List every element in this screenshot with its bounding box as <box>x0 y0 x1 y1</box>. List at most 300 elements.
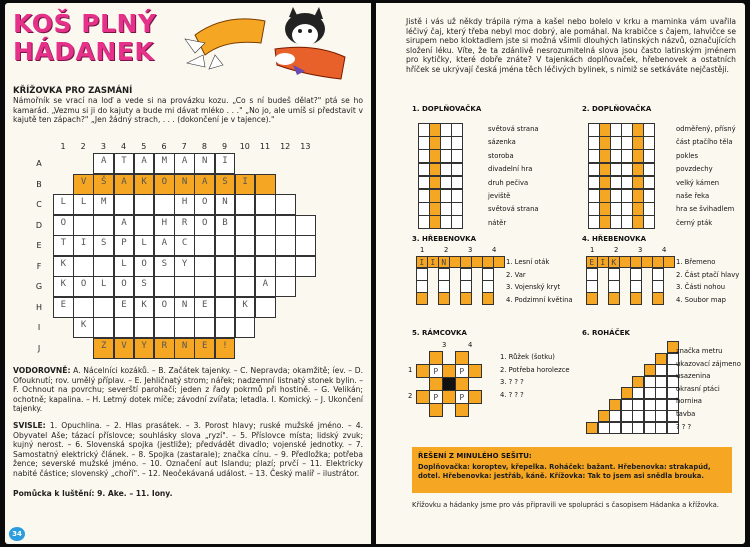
section-6-title: 6. ROHÁČEK <box>582 329 630 337</box>
s2-cell[interactable] <box>599 136 611 150</box>
crossword-cell[interactable]: S <box>134 276 155 297</box>
s4-tooth-cell[interactable] <box>630 280 642 293</box>
crossword-cell[interactable]: O <box>53 215 74 236</box>
solution-text: Doplňovačka: koroptev, křepelka. Roháček: bažant. Hřebenovka: strakapúd, dotel. Hřebenovka: jestřáb, káně. Křížovka: Tak to jsem asi snědla brouka. <box>418 463 711 480</box>
s2-cell[interactable] <box>632 149 644 163</box>
crossword-cell[interactable]: R <box>174 215 195 236</box>
s2-cell[interactable] <box>643 149 655 163</box>
s4-top-cell[interactable] <box>619 256 631 268</box>
crossword-cell[interactable]: A <box>154 235 175 256</box>
crossword-cell[interactable] <box>194 276 215 297</box>
s2-cell[interactable] <box>643 202 655 216</box>
crossword-cell[interactable] <box>194 256 215 277</box>
s1-cell[interactable] <box>451 149 463 163</box>
s2-cell[interactable] <box>599 189 611 203</box>
row-letter: J <box>37 343 41 353</box>
s2-cell[interactable] <box>599 202 611 216</box>
s2-cell[interactable] <box>643 215 655 229</box>
s1-cell[interactable] <box>451 189 463 203</box>
crossword-cell[interactable]: N <box>194 153 215 174</box>
crossword-cell[interactable] <box>93 317 114 338</box>
s3-top-cell[interactable] <box>493 256 505 268</box>
s6-cell[interactable] <box>609 422 621 434</box>
crossword-cell[interactable]: L <box>53 194 74 215</box>
s6-cell[interactable] <box>632 376 644 388</box>
crossword-cell[interactable]: L <box>114 256 135 277</box>
clues-vertical <box>13 421 363 479</box>
s2-cell[interactable] <box>632 123 644 137</box>
crossword-cell[interactable]: O <box>194 194 215 215</box>
s2-cell[interactable] <box>632 202 644 216</box>
s5-cell[interactable]: P <box>455 390 469 404</box>
crossword-cell[interactable]: E <box>53 297 74 318</box>
s3-tooth-cell[interactable] <box>482 280 494 293</box>
crossword-cell[interactable] <box>154 194 175 215</box>
s3-tooth-cell[interactable] <box>416 268 428 281</box>
s2-cell[interactable] <box>621 189 633 203</box>
s1-cell[interactable] <box>440 202 452 216</box>
s4-tooth-cell[interactable] <box>652 280 664 293</box>
crossword-cell[interactable]: H <box>154 215 175 236</box>
s2-cell[interactable] <box>610 189 622 203</box>
s4-top-cell[interactable]: I <box>597 256 609 268</box>
s2-cell[interactable] <box>599 176 611 190</box>
crossword-cell[interactable] <box>255 256 276 277</box>
crossword-cell[interactable] <box>275 215 296 236</box>
s3-tooth-cell[interactable] <box>482 292 494 305</box>
s2-cell[interactable] <box>621 136 633 150</box>
s1-cell[interactable] <box>451 176 463 190</box>
s5-number: 4 <box>468 341 473 349</box>
s5-cell[interactable] <box>455 403 469 417</box>
s5-cell[interactable] <box>429 351 443 365</box>
crossword-cell[interactable]: A <box>194 174 215 195</box>
s5-cell[interactable] <box>416 390 430 404</box>
s2-cell[interactable] <box>621 176 633 190</box>
s5-cell[interactable] <box>442 364 456 378</box>
crossword-cell[interactable]: E <box>194 297 215 318</box>
crossword-cell[interactable]: K <box>73 317 94 338</box>
s2-cell[interactable] <box>599 149 611 163</box>
row-letter: C <box>36 200 42 209</box>
s6-cell[interactable] <box>609 399 621 411</box>
s5-clue: 2. Potřeba horolezce <box>500 365 570 374</box>
s1-cell[interactable] <box>451 163 463 177</box>
crossword-cell[interactable] <box>255 235 276 256</box>
s6-cell[interactable] <box>644 376 656 388</box>
crossword-cell[interactable] <box>235 194 256 215</box>
crossword-cell[interactable]: L <box>73 194 94 215</box>
section-2-title: 2. DOPLŇOVAČKA <box>582 105 652 113</box>
crossword-cell[interactable]: K <box>134 174 155 195</box>
crossword-cell[interactable] <box>255 297 276 318</box>
s3-top-cell[interactable] <box>471 256 483 268</box>
row-letter: D <box>35 220 43 230</box>
crossword-cell[interactable]: ! <box>215 338 236 359</box>
crossword-cell[interactable]: B <box>215 215 236 236</box>
crossword-cell[interactable] <box>93 215 114 236</box>
crossword-cell[interactable]: N <box>174 297 195 318</box>
s2-cell[interactable] <box>643 176 655 190</box>
crossword-cell[interactable]: S <box>215 174 236 195</box>
crossword-cell[interactable]: V <box>114 338 135 359</box>
s6-cell[interactable] <box>621 399 633 411</box>
s2-cell[interactable] <box>610 176 622 190</box>
s1-cell[interactable] <box>440 149 452 163</box>
crossword-cell[interactable] <box>275 276 296 297</box>
s4-clue: 1. Břemeno <box>676 258 716 266</box>
s3-clue: 2. Var <box>506 270 526 279</box>
s3-tooth-cell[interactable] <box>460 292 472 305</box>
crossword-cell[interactable] <box>154 276 175 297</box>
crossword-cell[interactable]: I <box>215 153 236 174</box>
crossword-cell[interactable]: O <box>114 276 135 297</box>
s5-cell[interactable]: P <box>429 364 443 378</box>
s5-clue: 4. ? ? ? <box>500 390 524 399</box>
s5-cell[interactable] <box>442 390 456 404</box>
s2-cell[interactable] <box>588 149 600 163</box>
s4-top-cell[interactable] <box>641 256 653 268</box>
crossword-cell[interactable] <box>73 256 94 277</box>
s4-top-cell[interactable] <box>630 256 642 268</box>
s6-cell[interactable] <box>655 387 667 399</box>
crossword-cell[interactable]: Y <box>174 256 195 277</box>
s6-cell[interactable] <box>598 410 610 422</box>
crossword-cell[interactable] <box>114 317 135 338</box>
crossword-cell[interactable]: I <box>235 174 256 195</box>
crossword-cell[interactable]: M <box>154 153 175 174</box>
s2-cell[interactable] <box>643 163 655 177</box>
s4-tooth-cell[interactable] <box>608 268 620 281</box>
s6-cell[interactable] <box>644 387 656 399</box>
s1-cell[interactable] <box>418 176 430 190</box>
s2-clue: odměřený, přísný <box>676 125 736 133</box>
crossword-cell[interactable]: A <box>255 276 276 297</box>
s1-cell[interactable] <box>418 136 430 150</box>
s6-clue: horniна <box>676 397 702 406</box>
crossword-cell[interactable] <box>114 194 135 215</box>
s4-tooth-cell[interactable] <box>586 292 598 305</box>
s2-clue: povzdechy <box>676 165 713 174</box>
crossword-cell[interactable] <box>215 317 236 338</box>
s1-cell[interactable] <box>418 163 430 177</box>
s6-cell[interactable] <box>632 422 644 434</box>
s6-cell[interactable] <box>655 364 667 376</box>
s4-tooth-cell[interactable] <box>608 280 620 293</box>
s3-top-cell[interactable] <box>482 256 494 268</box>
s2-cell[interactable] <box>599 215 611 229</box>
s1-cell[interactable] <box>429 123 441 137</box>
s2-cell[interactable] <box>643 189 655 203</box>
s1-cell[interactable] <box>429 136 441 150</box>
s2-cell[interactable] <box>610 202 622 216</box>
crossword-cell[interactable] <box>215 235 236 256</box>
crossword-cell[interactable]: T <box>53 235 74 256</box>
crossword-cell[interactable] <box>154 317 175 338</box>
s6-cell[interactable] <box>609 410 621 422</box>
crossword-cell[interactable]: Y <box>134 338 155 359</box>
s2-cell[interactable] <box>588 202 600 216</box>
crossword-cell[interactable]: K <box>53 256 74 277</box>
s2-clue: naše řeka <box>676 192 710 200</box>
s3-tooth-cell[interactable] <box>416 292 428 305</box>
s6-cell[interactable] <box>621 422 633 434</box>
s4-tooth-cell[interactable] <box>630 268 642 281</box>
s1-cell[interactable] <box>429 149 441 163</box>
s2-cell[interactable] <box>588 215 600 229</box>
s4-number: 2 <box>614 246 619 254</box>
s1-clue: nátěr <box>488 218 507 227</box>
s3-top-cell[interactable] <box>460 256 472 268</box>
s1-cell[interactable] <box>429 215 441 229</box>
s1-cell[interactable] <box>451 202 463 216</box>
s3-tooth-cell[interactable] <box>416 280 428 293</box>
s1-cell[interactable] <box>440 189 452 203</box>
s6-cell[interactable] <box>586 422 598 434</box>
s2-cell[interactable] <box>588 123 600 137</box>
s3-tooth-cell[interactable] <box>482 268 494 281</box>
s1-cell[interactable] <box>451 136 463 150</box>
s6-cell[interactable] <box>655 410 667 422</box>
s6-cell[interactable] <box>621 387 633 399</box>
s2-cell[interactable] <box>599 163 611 177</box>
crossword-cell[interactable]: K <box>235 297 256 318</box>
crossword-cell[interactable] <box>174 276 195 297</box>
crossword-cell[interactable]: K <box>53 276 74 297</box>
s4-tooth-cell[interactable] <box>586 268 598 281</box>
crossword-cell[interactable]: O <box>194 215 215 236</box>
s2-cell[interactable] <box>632 215 644 229</box>
s1-cell[interactable] <box>440 123 452 137</box>
s6-cell[interactable] <box>655 353 667 365</box>
s4-clue: 3. Části nohou <box>676 283 726 291</box>
s1-cell[interactable] <box>440 215 452 229</box>
crossword-cell[interactable]: A <box>114 174 135 195</box>
right-page <box>376 3 745 544</box>
s2-cell[interactable] <box>610 149 622 163</box>
crossword-cell[interactable]: E <box>114 297 135 318</box>
s6-cell[interactable] <box>655 422 667 434</box>
s2-cell[interactable] <box>643 136 655 150</box>
s3-top-cell[interactable] <box>449 256 461 268</box>
s6-cell[interactable] <box>632 399 644 411</box>
s2-cell[interactable] <box>621 149 633 163</box>
row-letter: H <box>35 302 42 312</box>
s1-cell[interactable] <box>418 215 430 229</box>
s1-cell[interactable] <box>440 176 452 190</box>
s3-top-cell[interactable]: I <box>416 256 428 268</box>
s2-cell[interactable] <box>588 176 600 190</box>
crossword-cell[interactable] <box>93 297 114 318</box>
s2-cell[interactable] <box>621 202 633 216</box>
s1-cell[interactable] <box>440 163 452 177</box>
crossword-cell[interactable]: S <box>93 235 114 256</box>
s2-cell[interactable] <box>610 123 622 137</box>
s2-cell[interactable] <box>621 123 633 137</box>
s4-tooth-cell[interactable] <box>652 268 664 281</box>
s2-cell[interactable] <box>632 176 644 190</box>
s6-cell[interactable] <box>632 410 644 422</box>
s1-cell[interactable] <box>429 163 441 177</box>
s2-cell[interactable] <box>588 163 600 177</box>
crossword-cell[interactable] <box>275 194 296 215</box>
crossword-cell[interactable]: M <box>93 194 114 215</box>
s1-cell[interactable] <box>418 202 430 216</box>
s1-cell[interactable] <box>418 123 430 137</box>
crossword-cell[interactable]: T <box>114 153 135 174</box>
crossword-cell[interactable] <box>235 256 256 277</box>
s6-cell[interactable] <box>655 376 667 388</box>
crossword-cell[interactable]: A <box>114 215 135 236</box>
s2-clue: pokles <box>676 151 699 160</box>
s6-cell[interactable] <box>644 410 656 422</box>
s3-tooth-cell[interactable] <box>460 268 472 281</box>
s6-cell[interactable] <box>644 399 656 411</box>
crossword-cell[interactable] <box>255 215 276 236</box>
s2-cell[interactable] <box>632 136 644 150</box>
crossword-cell[interactable] <box>73 215 94 236</box>
column-number: 7 <box>181 142 187 151</box>
s3-top-cell[interactable]: N <box>438 256 450 268</box>
crossword-cell[interactable]: K <box>134 297 155 318</box>
crossword-cell[interactable]: P <box>114 235 135 256</box>
s2-cell[interactable] <box>621 215 633 229</box>
s2-cell[interactable] <box>610 136 622 150</box>
crossword-cell[interactable] <box>215 297 236 318</box>
crossword-cell[interactable]: O <box>154 174 175 195</box>
s1-cell[interactable] <box>429 202 441 216</box>
s3-tooth-cell[interactable] <box>438 280 450 293</box>
crossword-cell[interactable] <box>194 317 215 338</box>
s6-cell[interactable] <box>655 399 667 411</box>
s2-cell[interactable] <box>588 189 600 203</box>
crossword-cell[interactable] <box>134 215 155 236</box>
s1-cell[interactable] <box>451 215 463 229</box>
crossword-cell[interactable] <box>295 256 316 277</box>
crossword-cell[interactable] <box>215 276 236 297</box>
crossword-cell[interactable] <box>255 194 276 215</box>
crossword-cell[interactable]: S <box>154 256 175 277</box>
crossword-cell[interactable] <box>174 317 195 338</box>
s1-clue: storoba <box>488 151 514 160</box>
s3-tooth-cell[interactable] <box>460 280 472 293</box>
s5-cell[interactable] <box>429 377 443 391</box>
s2-cell[interactable] <box>632 163 644 177</box>
crossword-cell[interactable] <box>93 256 114 277</box>
s4-tooth-cell[interactable] <box>608 292 620 305</box>
s4-top-cell[interactable] <box>663 256 675 268</box>
crossword-cell[interactable]: N <box>174 174 195 195</box>
s5-cell[interactable]: P <box>455 364 469 378</box>
crossword-cell[interactable] <box>295 215 316 236</box>
s2-cell[interactable] <box>643 123 655 137</box>
crossword-cell[interactable] <box>194 235 215 256</box>
s4-clue: 4. Soubor map <box>676 295 726 304</box>
crossword-cell[interactable]: R <box>154 338 175 359</box>
s6-cell[interactable] <box>621 410 633 422</box>
s3-clue: 3. Vojenský kryt <box>506 283 561 291</box>
crossword-cell[interactable]: A <box>174 153 195 174</box>
s6-cell[interactable] <box>598 422 610 434</box>
crossword-cell[interactable]: L <box>93 276 114 297</box>
crossword-cell[interactable] <box>235 215 256 236</box>
section-4-title: 4. HŘEBENOVKA <box>582 235 646 243</box>
s2-cell[interactable] <box>610 163 622 177</box>
s5-cell[interactable] <box>468 364 482 378</box>
s3-tooth-cell[interactable] <box>438 292 450 305</box>
s5-cell[interactable] <box>455 377 469 391</box>
crossword-cell[interactable]: I <box>73 235 94 256</box>
s1-cell[interactable] <box>440 136 452 150</box>
crossword-cell[interactable]: N <box>174 338 195 359</box>
s1-cell[interactable] <box>418 189 430 203</box>
crossword-cell[interactable] <box>73 297 94 318</box>
crossword-cell[interactable]: O <box>154 297 175 318</box>
crossword-cell[interactable]: C <box>174 235 195 256</box>
crossword-cell[interactable] <box>255 174 276 195</box>
s4-tooth-cell[interactable] <box>586 280 598 293</box>
crossword-cell[interactable]: E <box>194 338 215 359</box>
s4-tooth-cell[interactable] <box>630 292 642 305</box>
s6-cell[interactable] <box>644 364 656 376</box>
crossword-cell[interactable]: O <box>73 276 94 297</box>
s3-tooth-cell[interactable] <box>438 268 450 281</box>
crossword-cell[interactable] <box>235 235 256 256</box>
s3-top-cell[interactable]: I <box>427 256 439 268</box>
crossword-cell[interactable]: A <box>134 153 155 174</box>
s5-center-cell[interactable] <box>442 377 456 391</box>
s6-cell[interactable] <box>644 422 656 434</box>
crossword-cell[interactable]: O <box>134 256 155 277</box>
s2-cell[interactable] <box>599 123 611 137</box>
s6-cell[interactable] <box>632 387 644 399</box>
crossword-cell[interactable] <box>275 256 296 277</box>
crossword-cell[interactable]: N <box>215 194 236 215</box>
s1-cell[interactable] <box>429 189 441 203</box>
s1-cell[interactable] <box>451 123 463 137</box>
s4-top-cell[interactable] <box>652 256 664 268</box>
s5-cell[interactable]: P <box>429 390 443 404</box>
crossword-cell[interactable]: H <box>174 194 195 215</box>
s5-cell[interactable] <box>429 403 443 417</box>
crossword-cell[interactable] <box>275 235 296 256</box>
s4-tooth-cell[interactable] <box>652 292 664 305</box>
s5-cell[interactable] <box>416 364 430 378</box>
crossword-cell[interactable]: V <box>73 174 94 195</box>
s1-cell[interactable] <box>429 176 441 190</box>
crossword-cell[interactable] <box>134 194 155 215</box>
s2-cell[interactable] <box>632 189 644 203</box>
s4-top-cell[interactable]: E <box>586 256 598 268</box>
s4-top-cell[interactable]: K <box>608 256 620 268</box>
crossword-cell[interactable]: L <box>134 235 155 256</box>
crossword-cell[interactable]: Z <box>93 338 114 359</box>
s5-cell[interactable] <box>468 390 482 404</box>
crossword-cell[interactable] <box>235 276 256 297</box>
crossword-cell[interactable]: A <box>93 153 114 174</box>
crossword-cell[interactable] <box>134 317 155 338</box>
crossword-cell[interactable]: Š <box>93 174 114 195</box>
s1-cell[interactable] <box>418 149 430 163</box>
crossword-cell[interactable] <box>295 235 316 256</box>
s2-cell[interactable] <box>610 215 622 229</box>
crossword-cell[interactable] <box>235 317 256 338</box>
s2-cell[interactable] <box>588 136 600 150</box>
s1-clue: sázenka <box>488 138 516 147</box>
crossword-cell[interactable] <box>215 256 236 277</box>
s5-cell[interactable] <box>455 351 469 365</box>
s2-cell[interactable] <box>621 163 633 177</box>
